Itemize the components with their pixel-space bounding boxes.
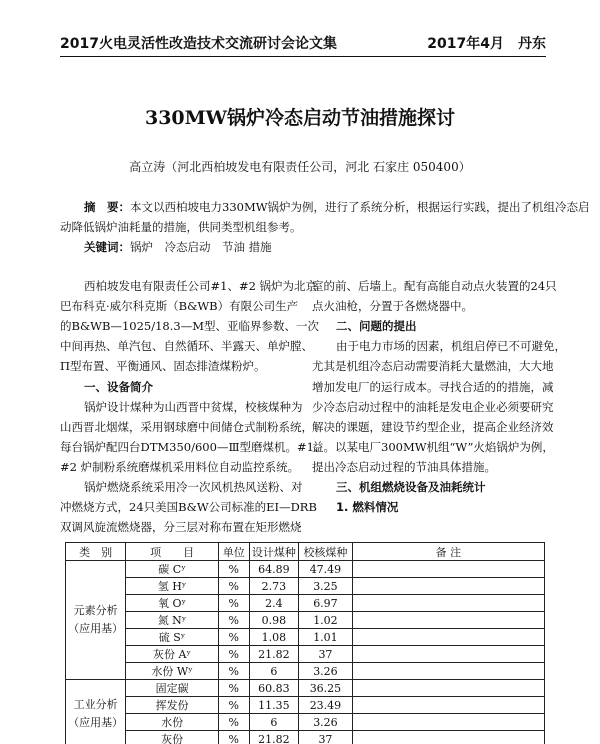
keywords-label: 关键词： (84, 240, 130, 254)
check-coal-cell: 3.25 (299, 578, 353, 595)
remarks-cell (352, 612, 544, 629)
table-row (66, 646, 545, 663)
unit-cell: % (218, 595, 249, 612)
check-coal-cell: 36.25 (299, 680, 353, 697)
abstract-text: 本文以西柏坡电力330MW锅炉为例，进行了系统分析，根据运行实践，提出了机组冷态启 (130, 200, 590, 214)
unit-cell: % (218, 663, 249, 680)
unit-cell: % (218, 731, 249, 744)
check-coal-cell: 1.01 (299, 629, 353, 646)
section-heading: 一、设备简介 (84, 379, 153, 394)
body-text-line: 的B&WB—1025/18.3—M型、亚临界参数、一次 (60, 319, 319, 334)
design-coal-cell: 1.08 (249, 629, 299, 646)
item-cell: 碳 Cʸ (126, 561, 219, 578)
design-coal-cell: 21.82 (249, 731, 299, 744)
body-text-line: 每台锅炉配四台DTM350/600—Ⅲ型磨煤机。#1、 (60, 439, 326, 454)
design-coal-cell: 64.89 (249, 561, 299, 578)
body-text-line: 室的前、后墙上。配有高能自动点火装置的24只 (312, 279, 557, 293)
design-coal-cell: 21.82 (249, 646, 299, 663)
table-header-cell: 单位 (218, 543, 249, 561)
design-coal-cell: 11.35 (249, 697, 299, 714)
check-coal-cell: 23.49 (299, 697, 353, 714)
table-row (66, 629, 545, 646)
body-text-line: 增加发电厂的运行成本。寻找合适的的措施，减 (312, 379, 554, 394)
table-row (66, 561, 545, 578)
table-row (66, 714, 545, 731)
remarks-cell (352, 731, 544, 744)
section-heading: 二、问题的提出 (336, 319, 417, 334)
unit-cell: % (218, 578, 249, 595)
remarks-cell (352, 680, 544, 697)
body-text-line: 锅炉设计煤种为山西晋中贫煤，校核煤种为 (84, 399, 303, 414)
running-header-right: 2017年4月 丹东 (427, 36, 546, 52)
category-cell: 元素分析 （应用基） (66, 561, 126, 680)
section-heading: 1. 燃料情况 (336, 500, 399, 515)
coal-analysis-table (65, 542, 545, 744)
check-coal-cell: 47.49 (299, 561, 353, 578)
body-text-line: 点火油枪，分置于各燃烧器中。 (312, 299, 473, 314)
body-text-line: 山西晋北烟煤，采用钢球磨中间储仓式制粉系统， (60, 419, 313, 434)
check-coal-cell: 37 (299, 646, 353, 663)
body-text-line: 双调风旋流燃烧器，分三层对称布置在矩形燃烧 (60, 520, 302, 535)
item-cell: 氢 Hʸ (126, 578, 219, 595)
body-text-line: 尤其是机组冷态启动需要消耗大量燃油，大大地 (312, 359, 554, 374)
unit-cell: % (218, 697, 249, 714)
item-cell: 氮 Nʸ (126, 612, 219, 629)
keywords-line (84, 240, 272, 254)
check-coal-cell: 37 (299, 731, 353, 744)
design-coal-cell: 60.83 (249, 680, 299, 697)
body-text-line: 由于电力市场的因素，机组启停已不可避免， (336, 339, 566, 354)
body-text-line: #2 炉制粉系统磨煤机采用料位自动监控系统。 (60, 459, 300, 474)
body-text-line: 冲燃烧方式，24只美国B&W公司标准的EI—DRB (60, 500, 317, 515)
table-row (66, 578, 545, 595)
unit-cell: % (218, 680, 249, 697)
unit-cell: % (218, 646, 249, 663)
unit-cell: % (218, 714, 249, 731)
body-text-line: 提出冷态启动过程的节油具体措施。 (312, 459, 496, 474)
item-cell: 灰份 Aʸ (126, 646, 219, 663)
unit-cell: % (218, 561, 249, 578)
section-heading: 三、机组燃烧设备及油耗统计 (336, 480, 486, 494)
body-text-line: 中间再热、单汽包、自然循环、半露天、单炉膛、 (60, 339, 313, 354)
paper-title: 330MW锅炉冷态启动节油措施探讨 (144, 107, 456, 129)
abstract-label: 摘 要： (84, 200, 130, 214)
table-header-cell: 类 别 (66, 543, 126, 561)
item-cell: 挥发份 (126, 697, 219, 714)
design-coal-cell: 6 (249, 714, 299, 731)
item-cell: 氧 Oʸ (126, 595, 219, 612)
body-text-line: Π型布置、平衡通风、固态排渣煤粉炉。 (60, 359, 266, 374)
table-row (66, 697, 545, 714)
table-header-cell: 备 注 (352, 543, 544, 561)
unit-cell: % (218, 629, 249, 646)
category-cell: 工业分析 （应用基） (66, 680, 126, 744)
check-coal-cell: 6.97 (299, 595, 353, 612)
design-coal-cell: 2.73 (249, 578, 299, 595)
body-text-line: 巴布科克·威尔科克斯（B&WB）有限公司生产 (60, 299, 299, 314)
remarks-cell (352, 629, 544, 646)
table-header-cell: 设计煤种 (249, 543, 299, 561)
unit-cell: % (218, 612, 249, 629)
table-header-cell: 校核煤种 (299, 543, 353, 561)
check-coal-cell: 3.26 (299, 663, 353, 680)
header-rule (60, 56, 546, 57)
table-row (66, 680, 545, 697)
remarks-cell (352, 578, 544, 595)
table-row (66, 663, 545, 680)
table-row (66, 595, 545, 612)
remarks-cell (352, 595, 544, 612)
design-coal-cell: 6 (249, 663, 299, 680)
check-coal-cell: 3.26 (299, 714, 353, 731)
remarks-cell (352, 697, 544, 714)
item-cell: 固定碳 (126, 680, 219, 697)
item-cell: 硫 Sʸ (126, 629, 219, 646)
remarks-cell (352, 714, 544, 731)
table-row (66, 612, 545, 629)
remarks-cell (352, 663, 544, 680)
remarks-cell (352, 561, 544, 578)
body-text-line: 少冷态启动过程中的油耗是发电企业必须要研究 (312, 399, 554, 414)
design-coal-cell: 2.4 (249, 595, 299, 612)
item-cell: 水份 (126, 714, 219, 731)
table-header-cell: 项 目 (126, 543, 219, 561)
running-header-left: 2017火电灵活性改造技术交流研讨会论文集 (60, 36, 337, 52)
abstract-line (84, 200, 590, 214)
body-text-line: 解决的课题，建设节约型企业，提高企业经济效 (312, 419, 554, 434)
abstract-line: 动降低锅炉油耗量的措施，供同类型机组参考。 (60, 220, 302, 234)
body-text-line: 西柏坡发电有限责任公司#1、#2 锅炉为北京 (84, 279, 318, 293)
author-affiliation: 高立涛（河北西柏坡发电有限责任公司，河北 石家庄 050400） (129, 160, 471, 174)
body-text-line: 益。以某电厂300MW机组“W”火焰锅炉为例， (312, 439, 554, 454)
item-cell: 灰份 (126, 731, 219, 744)
check-coal-cell: 1.02 (299, 612, 353, 629)
remarks-cell (352, 646, 544, 663)
item-cell: 水份 Wʸ (126, 663, 219, 680)
body-text-line: 锅炉燃烧系统采用冷一次风机热风送粉、对 (84, 480, 303, 494)
keywords-text: 锅炉 冷态启动 节油 措施 (130, 240, 272, 254)
design-coal-cell: 0.98 (249, 612, 299, 629)
table-row (66, 731, 545, 744)
